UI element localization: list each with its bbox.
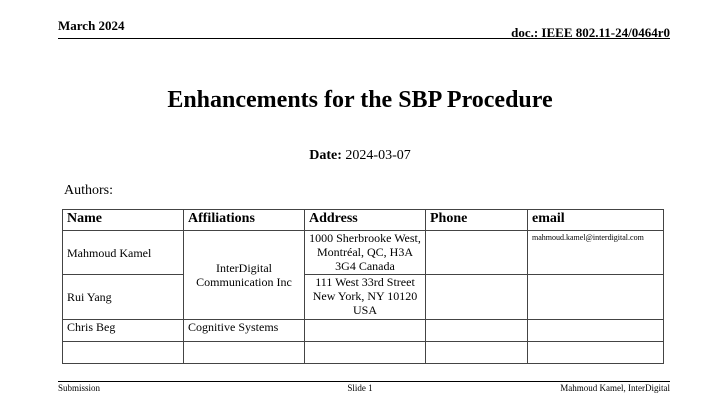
slide-title: Enhancements for the SBP Procedure xyxy=(167,87,553,113)
author-email xyxy=(528,342,664,364)
footer-submission: Submission xyxy=(58,383,101,393)
footer-author: Mahmoud Kamel, InterDigital xyxy=(560,383,670,393)
author-address xyxy=(305,342,426,364)
author-phone xyxy=(426,320,528,342)
author-name: Rui Yang xyxy=(63,275,184,320)
author-address: 1000 Sherbrooke West, Montréal, QC, H3A 3G4 Canada xyxy=(305,231,426,275)
table-row xyxy=(63,320,664,342)
table-row xyxy=(63,275,664,320)
column-header-address: Address xyxy=(305,210,426,231)
column-header-phone: Phone xyxy=(426,210,528,231)
header-doc-id: doc.: IEEE 802.11-24/0464r0 xyxy=(511,25,670,40)
author-phone xyxy=(426,342,528,364)
date-label: Date: xyxy=(309,148,342,163)
author-phone xyxy=(426,275,528,320)
author-email xyxy=(528,275,664,320)
author-affiliation: Cognitive Systems xyxy=(184,320,305,342)
column-header-email: email xyxy=(528,210,664,231)
authors-table xyxy=(62,209,664,364)
author-affiliation: InterDigital Communication Inc xyxy=(184,231,305,320)
table-row xyxy=(63,231,664,275)
author-phone xyxy=(426,231,528,275)
author-affiliation xyxy=(184,342,305,364)
author-name: Mahmoud Kamel xyxy=(63,231,184,275)
author-name: Chris Beg xyxy=(63,320,184,342)
author-name xyxy=(63,342,184,364)
table-header-row xyxy=(63,210,664,231)
column-header-affiliations: Affiliations xyxy=(184,210,305,231)
author-email: mahmoud.kamel@interdigital.com xyxy=(528,231,664,275)
author-address xyxy=(305,320,426,342)
header-divider xyxy=(58,38,670,39)
date-line xyxy=(0,148,720,164)
authors-label: Authors: xyxy=(64,183,113,198)
footer-slide-number: Slide 1 xyxy=(347,383,373,393)
date-value: 2024-03-07 xyxy=(345,148,411,163)
table-row xyxy=(63,342,664,364)
footer-divider xyxy=(58,381,670,382)
author-address: 111 West 33rd Street New York, NY 10120 USA xyxy=(305,275,426,320)
column-header-name: Name xyxy=(63,210,184,231)
header-date: March 2024 xyxy=(58,18,125,33)
author-email xyxy=(528,320,664,342)
